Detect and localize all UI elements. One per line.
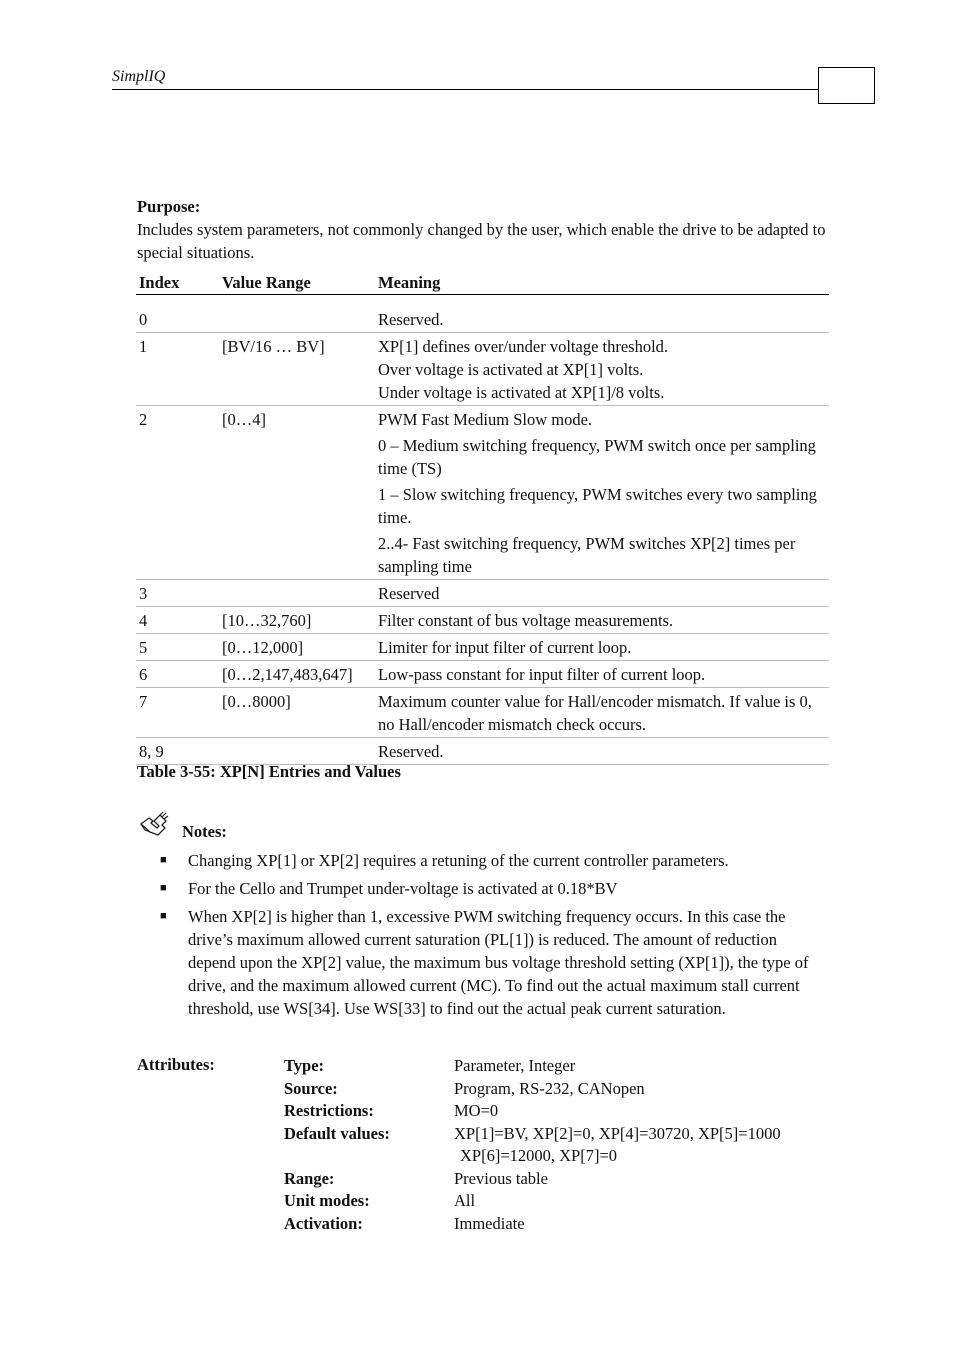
meaning-paragraph: 0 – Medium switching frequency, PWM switch once per sampling time (TS) xyxy=(378,436,816,478)
cell-index: 7 xyxy=(139,692,148,711)
meaning-paragraph: XP[1] defines over/under voltage threshold. Over voltage is activated at XP[1] volts. Under voltage is activated at XP[1]/8 volts. xyxy=(378,337,669,402)
attr-default-values: Default values: XP[1]=BV, XP[2]=0, XP[4]=30720, XP[5]=1000 XP[6]=12000, XP[7]=0 xyxy=(284,1123,824,1168)
attributes-label: Attributes: xyxy=(137,1055,215,1074)
attr-source: Source: Program, RS-232, CANopen xyxy=(284,1078,645,1098)
purpose-text: Includes system parameters, not commonly changed by the user, which enable the drive to be adapted to special situations. xyxy=(137,220,826,262)
table-row xyxy=(136,333,829,406)
table-row xyxy=(136,306,829,333)
purpose-label: Purpose: xyxy=(137,197,201,216)
cell-index: 4 xyxy=(139,611,148,630)
meaning-paragraph: 1 – Slow switching frequency, PWM switches every two sampling time. xyxy=(378,485,817,527)
cell-value-range: [0…2,147,483,647] xyxy=(222,665,353,684)
meaning-paragraph: Reserved xyxy=(378,584,440,603)
cell-meaning xyxy=(375,740,829,763)
bullet-icon: ■ xyxy=(160,882,167,894)
default-values-line-2: XP[6]=12000, XP[7]=0 xyxy=(460,1146,618,1165)
default-values-line-1: XP[1]=BV, XP[2]=0, XP[4]=30720, XP[5]=1000 xyxy=(454,1123,781,1143)
attr-unit-modes: Unit modes: All xyxy=(284,1191,476,1210)
cell-meaning xyxy=(375,609,829,632)
note-text: Changing XP[1] or XP[2] requires a retuning of the current controller parameters. xyxy=(188,851,729,870)
cell-value-range xyxy=(219,740,375,763)
table-body xyxy=(136,306,829,765)
cell-index: 2 xyxy=(139,410,148,429)
meaning-paragraph: Maximum counter value for Hall/encoder mismatch. If value is 0, no Hall/encoder mismatch check occurs. xyxy=(378,692,812,734)
header-index: Index xyxy=(139,273,180,292)
meaning-paragraph: Low-pass constant for input filter of current loop. xyxy=(378,665,706,684)
table-row xyxy=(136,738,829,765)
meaning-paragraph: Limiter for input filter of current loop. xyxy=(378,638,632,657)
table-header-row xyxy=(136,273,829,295)
notes-label: Notes: xyxy=(182,822,227,841)
header-meaning: Meaning xyxy=(378,273,441,292)
attr-restrictions: Restrictions: MO=0 xyxy=(284,1101,499,1120)
cell-meaning xyxy=(375,636,829,659)
table-row xyxy=(136,661,829,688)
table-row xyxy=(136,406,829,580)
xp-entries-table xyxy=(136,273,829,765)
list-item xyxy=(160,849,820,872)
attr-range: Range: Previous table xyxy=(284,1168,548,1188)
header-value-range: Value Range xyxy=(222,273,311,292)
table-row xyxy=(136,634,829,661)
meaning-paragraph: Reserved. xyxy=(378,742,444,761)
list-item xyxy=(160,877,820,900)
cell-meaning xyxy=(375,308,829,331)
cell-index: 3 xyxy=(139,584,148,603)
meaning-paragraph: PWM Fast Medium Slow mode. xyxy=(378,410,593,429)
bullet-icon: ■ xyxy=(160,910,167,922)
cell-meaning xyxy=(375,335,829,404)
running-header-title: SimplIQ xyxy=(112,68,166,85)
cell-value-range xyxy=(219,582,375,605)
attributes-table xyxy=(284,1055,824,1235)
cell-value-range: [BV/16 … BV] xyxy=(222,337,325,356)
cell-meaning xyxy=(375,690,829,736)
cell-meaning xyxy=(375,408,829,578)
cell-index: 6 xyxy=(139,665,148,684)
cell-value-range: [0…12,000] xyxy=(222,638,304,657)
meaning-paragraph: Reserved. xyxy=(378,310,444,329)
meaning-paragraph: Filter constant of bus voltage measurements. xyxy=(378,611,674,630)
meaning-paragraph: 2..4- Fast switching frequency, PWM switches XP[2] times per sampling time xyxy=(378,534,796,576)
cell-value-range: [10…32,760] xyxy=(222,611,312,630)
table-row xyxy=(136,580,829,607)
table-row xyxy=(136,607,829,634)
note-text: For the Cello and Trumpet under-voltage is activated at 0.18*BV xyxy=(188,879,618,898)
note-text: When XP[2] is higher than 1, excessive PWM switching frequency occurs. In this case the drive’s maximum allowed current saturation (PL[1]) is reduced. The amount of reduction depend upon the XP[2] value, the maximum bus voltage threshold setting (XP[1]), the type of drive, and the maximum allowed current (MC). To find out the actual maximum stall current threshold, use WS[34]. Use WS[33] to find out the actual peak current saturation. xyxy=(188,907,809,1018)
cell-meaning xyxy=(375,582,829,605)
cell-index: 0 xyxy=(139,310,148,329)
bullet-icon: ■ xyxy=(160,854,167,866)
cell-index: 5 xyxy=(139,638,148,657)
header-rule xyxy=(112,89,819,90)
attr-activation: Activation: Immediate xyxy=(284,1213,525,1233)
note-hand-icon xyxy=(138,810,170,840)
table-row xyxy=(136,688,829,738)
page-number-box xyxy=(818,67,875,104)
cell-value-range: [0…8000] xyxy=(222,692,291,711)
cell-value-range: [0…4] xyxy=(222,410,266,429)
list-item xyxy=(160,905,820,1020)
attr-type: Type: Parameter, Integer xyxy=(284,1056,576,1075)
notes-list xyxy=(160,849,820,1025)
cell-value-range xyxy=(219,308,375,331)
cell-meaning xyxy=(375,663,829,686)
cell-index: 8, 9 xyxy=(139,742,164,761)
table-caption: Table 3-55: XP[N] Entries and Values xyxy=(137,762,401,781)
cell-index: 1 xyxy=(139,337,148,356)
